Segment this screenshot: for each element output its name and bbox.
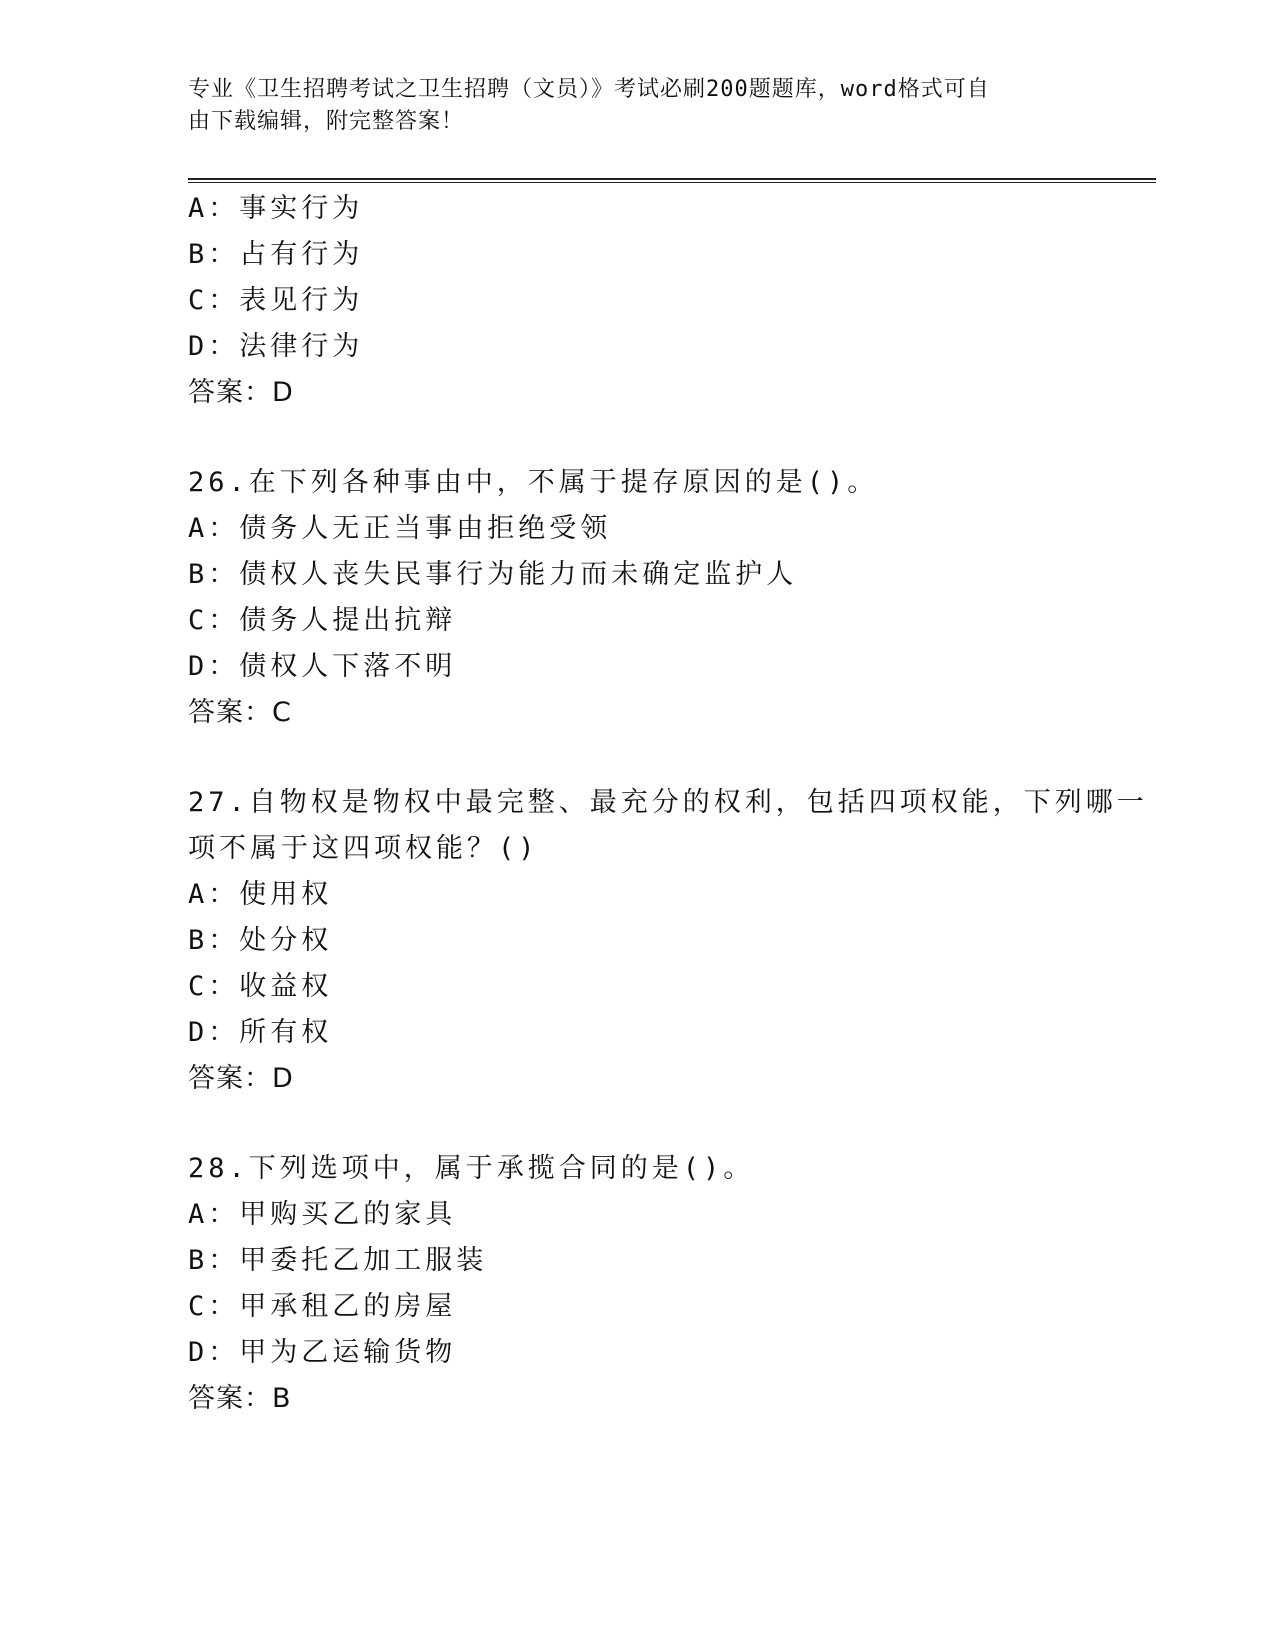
option-d: D：债权人下落不明 [188,651,457,682]
question-block-28 [188,1146,1088,1422]
spacer [188,736,1088,780]
header-line-1: 专业《卫生招聘考试之卫生招聘（文员）》考试必刷200题题库，word格式可自 [188,77,990,102]
option-d: D：法律行为 [188,331,364,362]
answer-text: 答案：D [188,1063,294,1094]
option-b: B：占有行为 [188,239,364,270]
option-d: D：所有权 [188,1017,333,1048]
question-block-26 [188,460,1088,736]
answer-text: 答案：C [188,697,292,728]
option-c: C：表见行为 [188,285,364,316]
spacer [188,1102,1088,1146]
document-header [188,74,1068,138]
question-text: 28.下列选项中，属于承揽合同的是()。 [188,1153,755,1184]
spacer [188,416,1088,460]
option-a: A：使用权 [188,879,333,910]
answer-text: 答案：D [188,377,294,408]
header-line-2: 由下载编辑，附完整答案！ [188,109,465,134]
option-a: A：甲购买乙的家具 [188,1199,457,1230]
option-a: A：债务人无正当事由拒绝受领 [188,513,612,544]
question-block-25 [188,186,1088,416]
option-a: A：事实行为 [188,193,364,224]
option-c: C：债务人提出抗辩 [188,605,457,636]
question-list [188,186,1148,1422]
question-text: 26.在下列各种事由中，不属于提存原因的是()。 [188,467,879,498]
option-c: C：收益权 [188,971,333,1002]
option-b: B：债权人丧失民事行为能力而未确定监护人 [188,559,798,590]
option-d: D：甲为乙运输货物 [188,1337,457,1368]
option-b: B：甲委托乙加工服装 [188,1245,488,1276]
header-divider [188,178,1156,183]
option-b: B：处分权 [188,925,333,956]
question-text-line-1: 27.自物权是物权中最完整、最充分的权利，包括四项权能，下列哪一 [188,787,1148,818]
answer-text: 答案：B [188,1383,292,1414]
option-c: C：甲承租乙的房屋 [188,1291,457,1322]
question-text-line-2: 项不属于这四项权能？() [188,833,539,864]
question-block-27 [188,780,1148,1102]
